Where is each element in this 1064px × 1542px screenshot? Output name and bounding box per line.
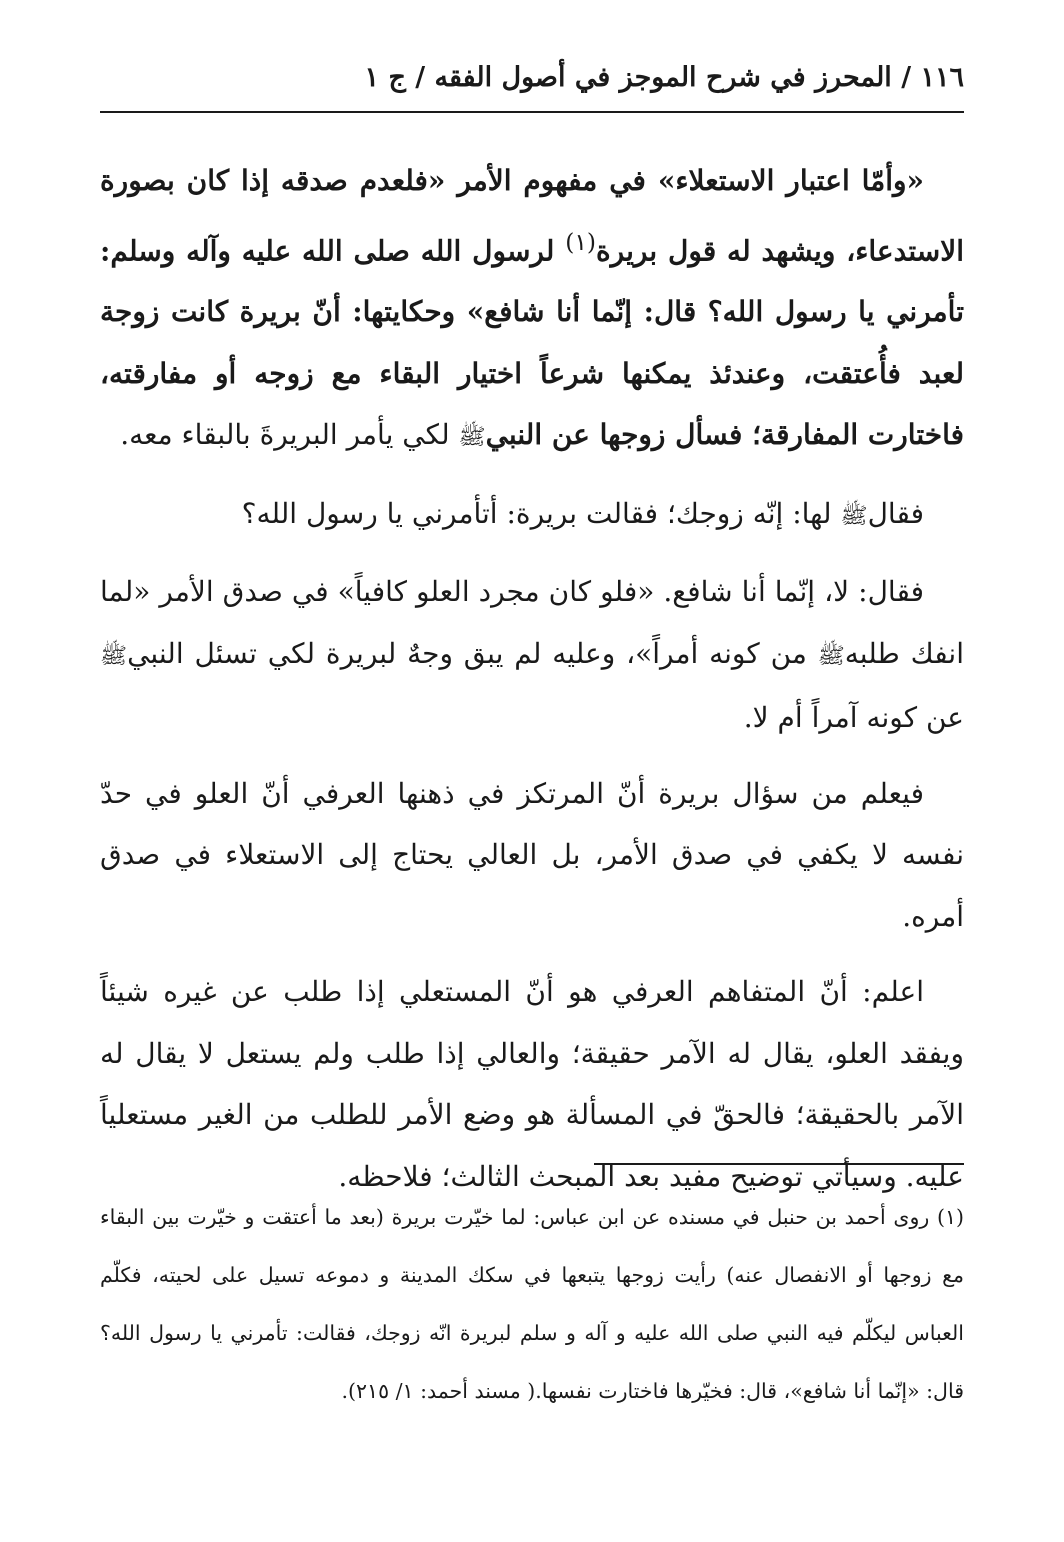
footnote-text: (١) روى أحمد بن حنبل في مسنده عن ابن عباس: لما خيّرت بريرة (بعد ما أعتقت و خيّرت بين البقاء مع زوجها أو الانفصال عنه) رأيت زوجها يتبعها في سكك المدينة و دموعه تسيل على لحيته، فكلّم العباس ليكلّم فيه النبي صلى الله عليه و آله و سلم لبريرة انّه زوجك، فقالت: تأمرني يا رسول الله؟ قال: «إنّما أنا شافع»، قال: فخيّرها فاختارت نفسها.( مسند أحمد: ١/ ٢١٥). — [100, 1205, 964, 1403]
main-text — [100, 150, 964, 1221]
para2-text-b: لها: إنّه زوجك؛ فقالت بريرة: أتأمرني يا رسول الله؟ — [241, 496, 841, 530]
para1-text-a: «وأمّا اعتبار الاستعلاء» في مفهوم الأمر «فلعدم صدقه إذا كان بصورة الاستدعاء، ويشهد له قول بريرة — [100, 164, 964, 267]
para3-text-b: من كونه أمراً»، وعليه لم يبق وجهٌ لبريرة لكي تسئل النبي — [127, 636, 818, 670]
para4-text: فيعلم من سؤال بريرة أنّ المرتكز في ذهنها العرفي أنّ العلو في حدّ نفسه لا يكفي في صدق الأمر، بل العالي يحتاج إلى الاستعلاء في صدق أمره. — [100, 776, 964, 933]
paragraph-4 — [100, 763, 964, 948]
paragraph-3 — [100, 561, 964, 749]
para3-text-c: عن كونه آمراً أم لا. — [743, 701, 964, 735]
header-divider — [100, 111, 964, 113]
para1-text-c: لكي يأمر البريرةَ بالبقاء معه. — [120, 418, 459, 452]
footnote — [100, 1188, 964, 1420]
para2-text-a: فقال — [867, 496, 924, 530]
salawat-symbol: ﷺ — [458, 424, 486, 451]
paragraph-5 — [100, 961, 964, 1207]
paragraph-1 — [100, 150, 964, 469]
para1-text-b: لرسول الله صلى الله عليه وآله وسلم: تأمرني يا رسول الله؟ قال: إنّما أنا شافع» وحكايتها: أنّ بريرة كانت زوجة لعبد فأُعتقت، وعندئذ يمكنها شرعاً اختيار البقاء مع زوجه أو مفارقته، فاختارت المفارقة؛ فسأل زوجها عن النبي — [100, 233, 964, 452]
running-title: ١١٦ / المحرز في شرح الموجز في أصول الفقه / ج ١ — [364, 62, 964, 93]
footnote-divider — [594, 1163, 964, 1165]
salawat-symbol: ﷺ — [840, 502, 868, 529]
salawat-symbol: ﷺ — [817, 642, 845, 669]
para3-text-a: فقال: لا، إنّما أنا شافع. «فلو كان مجرد العلو كافياً» في صدق الأمر «لما انفك طلبه — [100, 575, 964, 670]
paragraph-2 — [100, 483, 964, 548]
footnote-marker: (١) — [565, 227, 597, 256]
para5-text: اعلم: أنّ المتفاهم العرفي هو أنّ المستعلي إذا طلب عن غيره شيئاً ويفقد العلو، يقال له الآمر حقيقة؛ والعالي إذا طلب ولم يستعل لا يقال له الآمر بالحقيقة؛ فالحقّ في المسألة هو وضع الأمر للطلب من الغير مستعلياً عليه. وسيأتي توضيح مفيد بعد المبحث الثالث؛ فلاحظه. — [100, 975, 964, 1193]
salawat-symbol: ﷺ — [100, 642, 128, 669]
running-header — [100, 58, 964, 98]
